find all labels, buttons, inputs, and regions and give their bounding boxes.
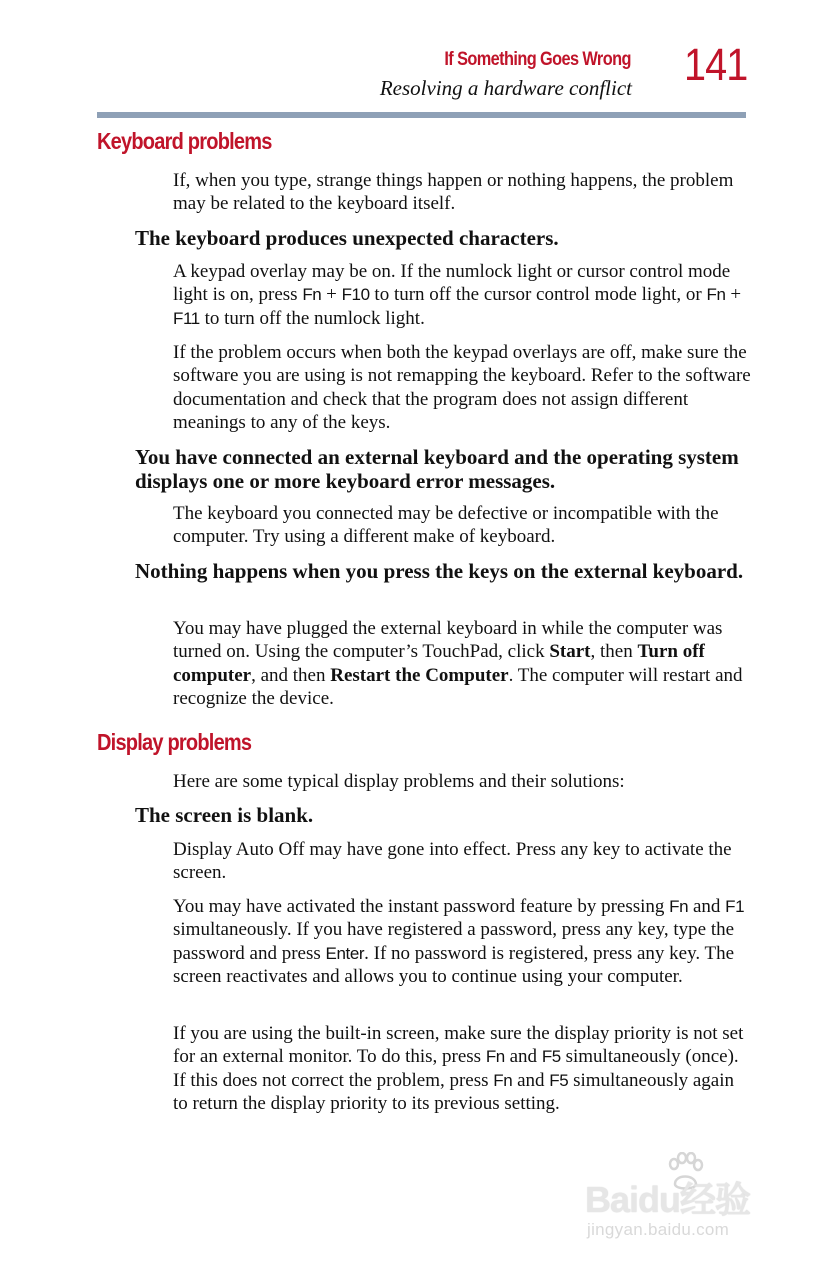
restart-computer-paragraph: You may have plugged the external keyboard in while the computer was turned on. Using the computer’s TouchPad, click Start, then Turn off computer, and then Restart the Computer. The computer will restart and recognize the device. — [173, 618, 743, 709]
start-term: Start — [549, 641, 591, 663]
fn-key: Fn — [485, 1047, 505, 1067]
f10-key: F10 — [341, 285, 370, 305]
display-priority-paragraph: If you are using the built-in screen, make sure the display priority is not set for an external monitor. To do this, press Fn and F5 simultaneously (once). If this does not correct the problem, press Fn and F5 simultaneously again to return the display priority to its previous setting. — [173, 1023, 744, 1114]
turn-off-computer-term: Turn off computer — [173, 641, 705, 686]
fn-key: Fn — [706, 285, 726, 305]
restart-the-computer-term: Restart the Computer — [330, 664, 509, 686]
header-section-title: If Something Goes Wrong — [444, 49, 631, 70]
screen-blank-heading: The screen is blank. — [135, 803, 314, 827]
nothing-happens-heading: Nothing happens when you press the keys on the external keyboard. — [135, 559, 744, 583]
remapping-paragraph: If the problem occurs when both the keypad overlays are off, make sure the software you are using is not remapping the keyboard. Refer to the software documentation and check that the program does not assign different meanings to any of the keys. — [173, 342, 751, 433]
header-subsection-title: Resolving a hardware conflict — [379, 76, 632, 100]
f5-key: F5 — [549, 1070, 569, 1090]
baidu-watermark — [585, 1150, 775, 1250]
keyboard-intro-paragraph: If, when you type, strange things happen or nothing happens, the problem may be related to the keyboard itself. — [173, 170, 734, 215]
page-number: 141 — [684, 39, 748, 90]
fn-key: Fn — [669, 897, 689, 916]
header-rule — [97, 112, 746, 118]
fn-key: Fn — [302, 285, 322, 305]
f11-key: F11 — [173, 308, 200, 328]
f5-key: F5 — [541, 1047, 561, 1067]
keyboard-problems-heading: Keyboard problems — [97, 128, 272, 154]
display-problems-heading: Display problems — [97, 729, 252, 755]
keyboard-unexpected-characters-heading: The keyboard produces unexpected characters. — [135, 226, 559, 250]
instant-password-paragraph: You may have activated the instant password feature by pressing Fn and F1 simultaneously. If you have registered a password, press any key, type the password and press Enter. If no password is registered, press any key. The screen reactivates and allows you to continue using your computer. — [173, 896, 745, 987]
fn-key: Fn — [493, 1070, 513, 1090]
enter-key: Enter — [325, 943, 365, 963]
baidu-logo-text: Baidu经验 — [585, 1179, 751, 1220]
display-auto-off-paragraph: Display Auto Off may have gone into effect. Press any key to activate the screen. — [173, 839, 732, 884]
keypad-overlay-paragraph: A keypad overlay may be on. If the numlock light or cursor control mode light is on, press Fn + F10 to turn off the cursor control mode light, or Fn + F11 to turn off the numlock light. — [173, 261, 742, 329]
baidu-url-text: jingyan.baidu.com — [587, 1220, 730, 1239]
f1-key: F1 — [725, 897, 745, 916]
defective-keyboard-paragraph: The keyboard you connected may be defective or incompatible with the computer. Try using a different make of keyboard. — [173, 503, 719, 548]
display-intro-paragraph: Here are some typical display problems and their solutions: — [173, 771, 625, 792]
external-keyboard-error-heading: You have connected an external keyboard and the operating system displays one or more keyboard error messages. — [135, 445, 739, 493]
